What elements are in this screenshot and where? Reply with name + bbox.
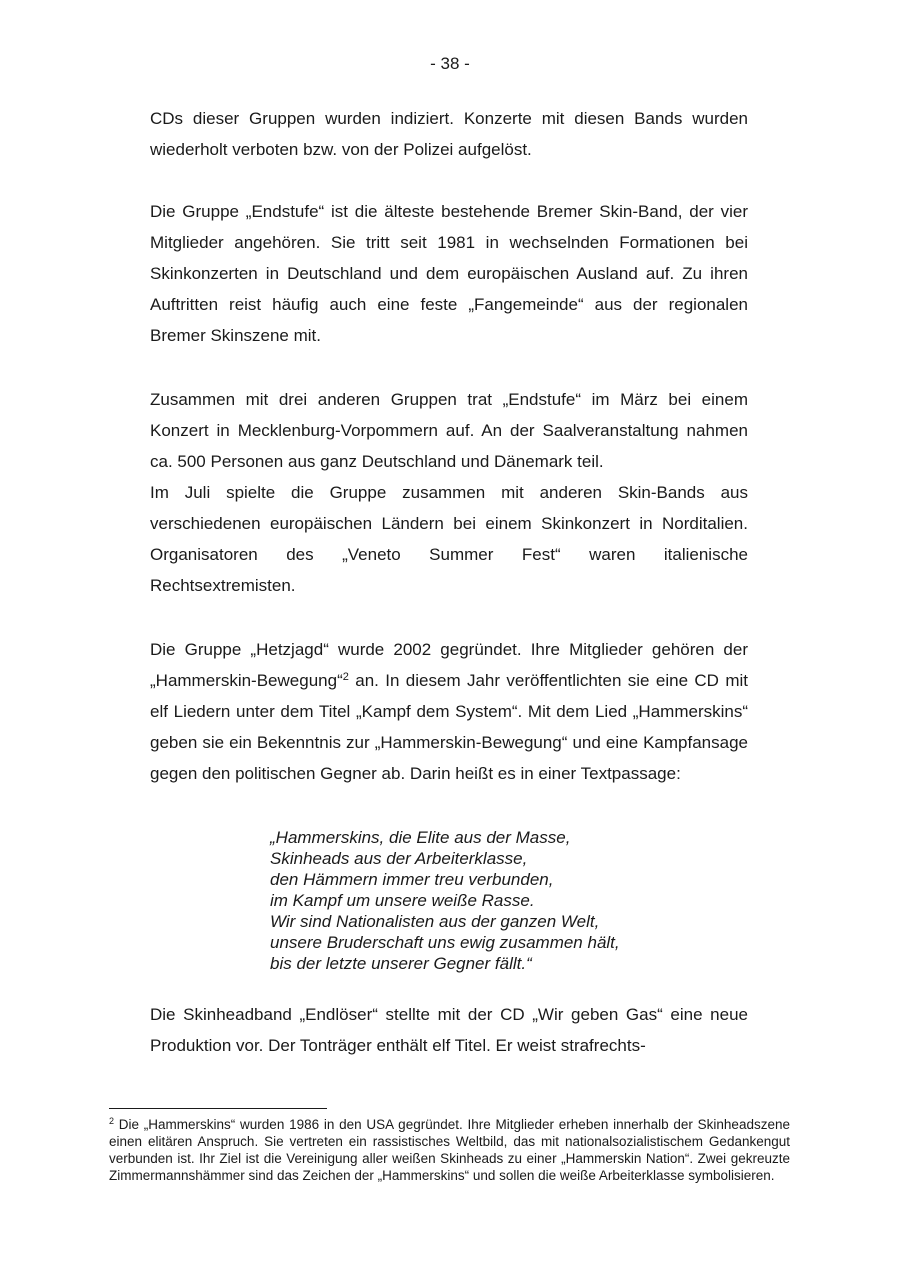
quote-line: bis der letzte unserer Gegner fällt.“ [270, 954, 532, 973]
footnote-reference[interactable]: 2 [342, 671, 349, 683]
footnote-number: 2 [109, 1116, 115, 1126]
quote-line: Skinheads aus der Arbeiterklasse, [270, 849, 528, 868]
paragraph-endstufe: Die Gruppe „Endstufe“ ist die älteste bestehende Bremer Skin-Band, der vier Mitglieder angehören. Sie tritt seit 1981 in wechselnden Formationen bei Skinkonzerten in Deutschland und dem europäischen Ausland auf. Zu ihren Auftritten reist häufig auch eine feste „Fangemeinde“ aus der regionalen Bremer Skinszene mit. [150, 202, 748, 345]
quote-line: „Hammerskins, die Elite aus der Masse, [270, 828, 571, 847]
footnote-text: Die „Hammerskins“ wurden 1986 in den USA gegründet. Ihre Mitglieder erheben innerhalb der Skinheadszene einen elitären Anspruch. Sie vertreten ein rassistisches Weltbild, das mit nationalsozialistischem Gedankengut verbunden ist. Ihr Ziel ist die Vereinigung aller weißen Skinheads zu einer „Hammerskin Nation“. Zwei gekreuzte Zimmermannshämmer sind das Zeichen der „Hammerskins“ und sollen die weiße Arbeiterklasse symbolisieren. [109, 1117, 790, 1183]
paragraph-hetzjagd [150, 634, 748, 789]
quote-line: im Kampf um unsere weiße Rasse. [270, 891, 535, 910]
footnote [109, 1116, 790, 1184]
hetzjagd-text-before: Die Gruppe „Hetzjagd“ wurde 2002 gegründet. Ihre Mitglieder gehören der „Hammerskin-Bewegung“ [150, 640, 748, 690]
quote-line: unsere Bruderschaft uns ewig zusammen hält, [270, 933, 620, 952]
paragraph-endstufe-concert: Zusammen mit drei anderen Gruppen trat „Endstufe“ im März bei einem Konzert in Mecklenburg-Vorpommern auf. An der Saalveranstaltung nahmen ca. 500 Personen aus ganz Deutschland und Dänemark teil. Im Juli spielte die Gruppe zusammen mit anderen Skin-Bands aus verschiedenen europäischen Ländern bei einem Skinkonzert in Norditalien. Organisatoren des „Veneto Summer Fest“ waren italienische Rechtsextremisten. [150, 384, 748, 601]
paragraph-endloeser: Die Skinheadband „Endlöser“ stellte mit der CD „Wir geben Gas“ eine neue Produktion vor. Der Tonträger enthält elf Titel. Er weist strafrechts- [150, 1005, 748, 1055]
quote-line: Wir sind Nationalisten aus der ganzen Welt, [270, 912, 600, 931]
footnote-divider [109, 1108, 327, 1109]
quote-line: den Hämmern immer treu verbunden, [270, 870, 554, 889]
paragraph-cd-indexed: CDs dieser Gruppen wurden indiziert. Konzerte mit diesen Bands wurden wiederholt verboten bzw. von der Polizei aufgelöst. [150, 109, 748, 159]
hetzjagd-text-after: an. In diesem Jahr veröffentlichten sie eine CD mit elf Liedern unter dem Titel „Kampf dem System“. Mit dem Lied „Hammerskins“ geben sie ein Bekenntnis zur „Hammerskin-Bewegung“ und eine Kampfansage gegen den politischen Gegner ab. Darin heißt es in einer Textpassage: [150, 671, 748, 783]
lyrics-quote [270, 827, 690, 974]
paragraph-italy-concert: Im Juli spielte die Gruppe zusammen mit anderen Skin-Bands aus verschiedenen europäischen Ländern bei einem Skinkonzert in Norditalien. Organisatoren des „Veneto Summer Fest“ waren italienische Rechtsextremisten. [150, 483, 748, 595]
page-number: - 38 - [430, 54, 470, 73]
